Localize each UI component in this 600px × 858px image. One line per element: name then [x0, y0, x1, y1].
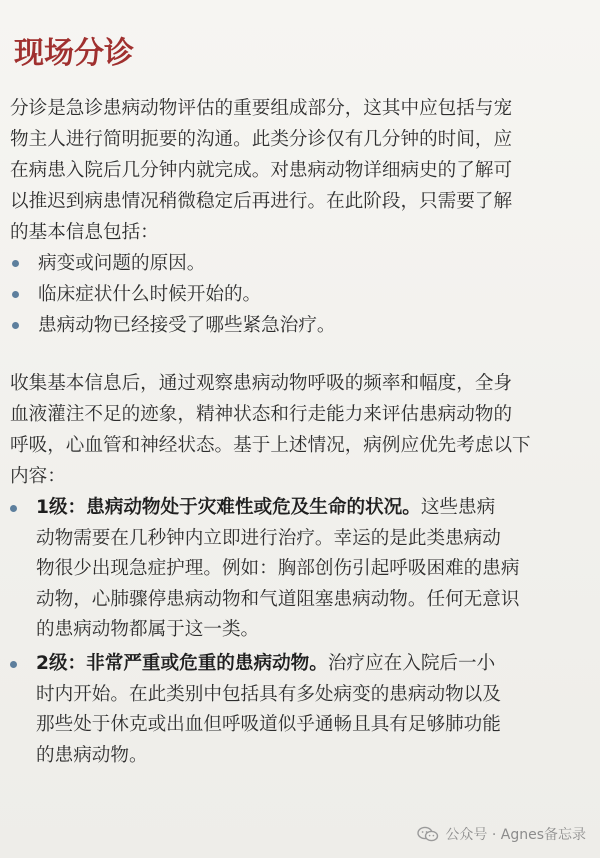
level-line: 治疗应在入院后一小 [327, 652, 496, 674]
assessment-line: 内容： [10, 466, 66, 487]
level-line: 动物需要在几秒钟内立即进行治疗。幸运的是此类患病动 [36, 527, 501, 549]
assessment-line: 呼吸，心血管和神经状态。基于上述情况，病例应优先考虑以下 [10, 435, 531, 456]
level-heading: 2级：非常严重或危重的患病动物。 [36, 652, 328, 674]
level-heading: 1级：患病动物处于灾难性或危及生命的状况。 [36, 497, 421, 518]
intro-line: 分诊是急诊患病动物评估的重要组成部分，这其中应包括与宠 [10, 98, 513, 119]
list-item [10, 279, 588, 310]
level-line: 动物，心肺骤停患病动物和气道阻塞患病动物。任何无意识 [36, 588, 520, 610]
level-line: 时内开始。在此类别中包括具有多处病变的患病动物以及 [36, 683, 501, 705]
triage-level-2 [10, 649, 588, 771]
list-item [10, 248, 588, 279]
intro-paragraph [10, 93, 588, 248]
intro-line: 物主人进行简明扼要的沟通。此类分诊仅有几分钟的时间，应 [10, 129, 513, 150]
list-item [10, 310, 588, 341]
watermark [417, 824, 586, 844]
level-line: 的患病动物都属于这一类。 [36, 619, 260, 641]
section-title: 现场分诊 [14, 36, 134, 71]
list-item-text: 临床症状什么时候开始的。 [38, 284, 262, 305]
wechat-icon [417, 826, 439, 842]
assessment-line: 血液灌注不足的迹象，精神状态和行走能力来评估患病动物的 [10, 404, 513, 425]
triage-level-1 [10, 493, 588, 646]
intro-line: 的基本信息包括： [10, 222, 159, 243]
bullet-dot-icon [12, 260, 19, 267]
bullet-dot-icon [10, 661, 17, 668]
level-line: 物很少出现急症护理。例如：胸部创伤引起呼吸困难的患病 [36, 558, 520, 580]
bullet-dot-icon [12, 291, 19, 298]
basic-info-list [10, 248, 588, 341]
list-item-text: 病变或问题的原因。 [38, 253, 206, 274]
intro-line: 以推迟到病患情况稍微稳定后再进行。在此阶段，只需要了解 [10, 191, 513, 212]
level-line: 的患病动物。 [36, 744, 148, 766]
assessment-paragraph [10, 368, 588, 492]
watermark-text: 公众号 · Agnes备忘录 [445, 827, 586, 843]
bullet-dot-icon [12, 322, 19, 329]
list-item-text: 患病动物已经接受了哪些紧急治疗。 [38, 315, 336, 336]
level-line: 这些患病 [420, 497, 496, 518]
level-line: 那些处于休克或出血但呼吸道似乎通畅且具有足够肺功能 [36, 714, 501, 736]
triage-levels-list [10, 493, 588, 774]
bullet-dot-icon [10, 505, 17, 512]
intro-line: 在病患入院后几分钟内就完成。对患病动物详细病史的了解可 [10, 160, 513, 181]
assessment-line: 收集基本信息后，通过观察患病动物呼吸的频率和幅度，全身 [10, 373, 513, 394]
